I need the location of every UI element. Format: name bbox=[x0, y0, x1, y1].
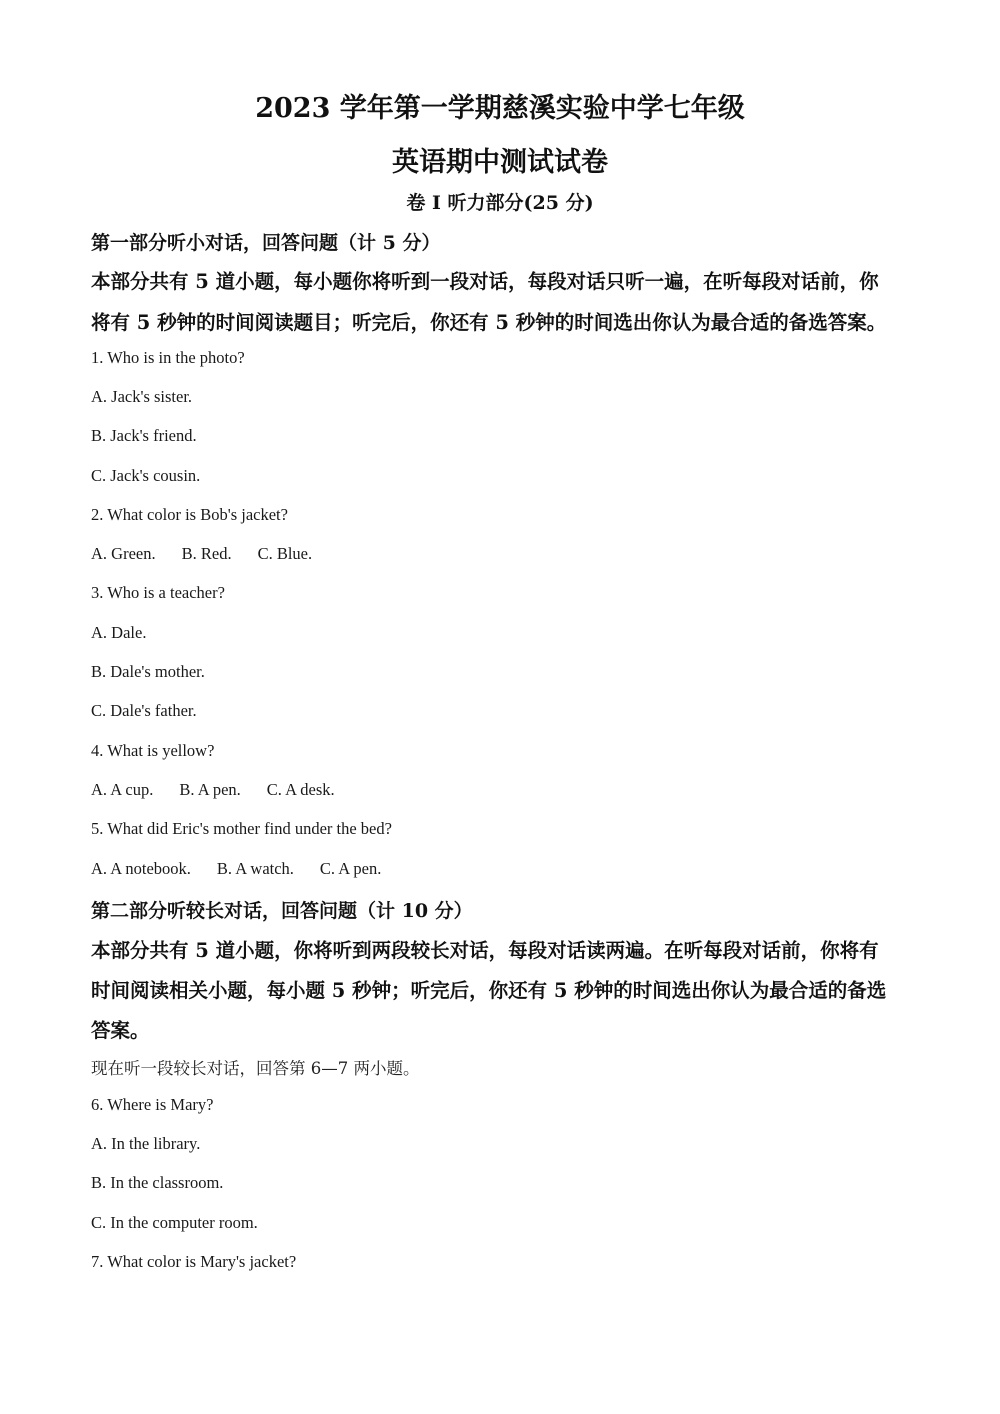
question-4-option-b: B. A pen. bbox=[179, 780, 241, 799]
question-2-option-b: B. Red. bbox=[181, 544, 232, 563]
question-1-option-b: B. Jack's friend. bbox=[91, 426, 197, 445]
question-2-option-c: C. Blue. bbox=[257, 544, 313, 563]
question-3-option-a: A. Dale. bbox=[91, 623, 147, 642]
question-2: 2. What color is Bob's jacket? bbox=[91, 505, 288, 524]
part1-heading: 第一部分听小对话，回答问题（计 5 分） bbox=[91, 232, 441, 254]
part2-instruction-line3: 答案。 bbox=[91, 1019, 150, 1042]
part2-instruction-line2: 时间阅读相关小题，每小题 5 秒钟；听完后，你还有 5 秒钟的时间选出你认为最合适的备选 bbox=[91, 979, 887, 1002]
question-2-option-a: A. Green. bbox=[91, 544, 156, 563]
question-1-option-c: C. Jack's cousin. bbox=[91, 466, 201, 485]
question-3-option-c: C. Dale's father. bbox=[91, 701, 197, 720]
question-6-option-a: A. In the library. bbox=[91, 1134, 201, 1153]
question-1: 1. Who is in the photo? bbox=[91, 348, 245, 367]
question-4-option-c: C. A desk. bbox=[266, 780, 335, 799]
exam-title-line1: 2023 学年第一学期慈溪实验中学七年级 bbox=[255, 93, 745, 124]
question-4-option-a: A. A cup. bbox=[91, 780, 154, 799]
question-5-option-b: B. A watch. bbox=[216, 859, 294, 878]
part1-instruction-line1: 本部分共有 5 道小题，每小题你将听到一段对话，每段对话只听一遍，在听每段对话前，你 bbox=[91, 270, 879, 293]
part2-instruction-line1: 本部分共有 5 道小题，你将听到两段较长对话，每段对话读两遍。在听每段对话前，你将有 bbox=[91, 939, 879, 962]
question-5-option-c: C. A pen. bbox=[319, 859, 382, 878]
question-5-options bbox=[91, 859, 381, 879]
question-1-option-a: A. Jack's sister. bbox=[91, 387, 193, 406]
exam-title-line2: 英语期中测试试卷 bbox=[392, 147, 608, 178]
volume-label: 卷 I 听力部分(25 分) bbox=[406, 192, 594, 214]
part2-note: 现在听一段较长对话，回答第 6—7 两小题。 bbox=[91, 1059, 420, 1078]
part2-heading: 第二部分听较长对话，回答问题（计 10 分） bbox=[91, 900, 473, 922]
question-6-option-b: B. In the classroom. bbox=[91, 1173, 224, 1192]
question-3: 3. Who is a teacher? bbox=[91, 583, 225, 602]
question-5: 5. What did Eric's mother find under the bed? bbox=[91, 819, 392, 838]
question-5-option-a: A. A notebook. bbox=[91, 859, 191, 878]
question-2-options bbox=[91, 544, 312, 564]
question-6: 6. Where is Mary? bbox=[91, 1095, 214, 1114]
question-4-options bbox=[91, 780, 335, 800]
question-3-option-b: B. Dale's mother. bbox=[91, 662, 205, 681]
question-4: 4. What is yellow? bbox=[91, 741, 215, 760]
question-7: 7. What color is Mary's jacket? bbox=[91, 1252, 297, 1271]
question-6-option-c: C. In the computer room. bbox=[91, 1213, 258, 1232]
part1-instruction-line2: 将有 5 秒钟的时间阅读题目；听完后，你还有 5 秒钟的时间选出你认为最合适的备选答案。 bbox=[91, 311, 887, 334]
